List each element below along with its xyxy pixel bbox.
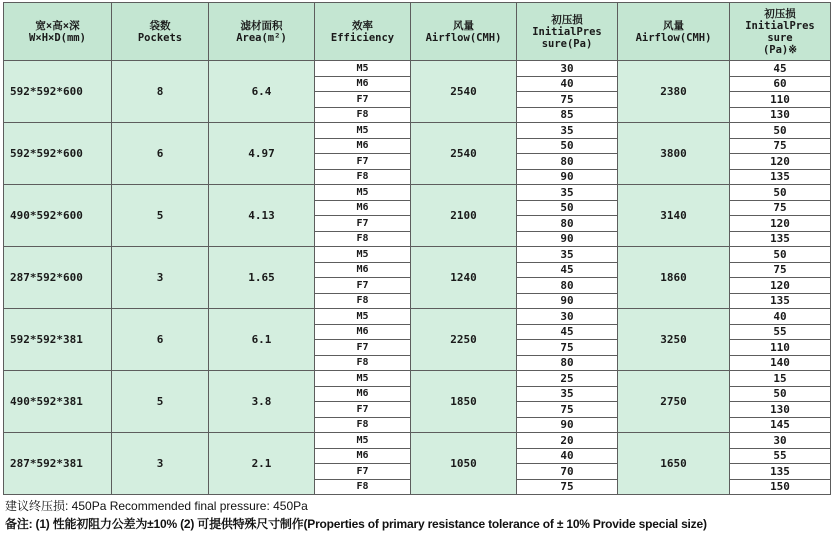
initial-pressure-1-cell: 80 — [517, 355, 618, 371]
area-cell: 4.13 — [209, 185, 315, 247]
initial-pressure-1-cell: 35 — [517, 185, 618, 201]
initial-pressure-2-cell: 75 — [730, 138, 831, 154]
initial-pressure-2-cell: 150 — [730, 479, 831, 495]
efficiency-cell: F7 — [315, 216, 411, 232]
efficiency-cell: M6 — [315, 386, 411, 402]
airflow-2-cell: 2750 — [618, 371, 730, 433]
airflow-2-cell: 3140 — [618, 185, 730, 247]
initial-pressure-2-cell: 50 — [730, 247, 831, 263]
initial-pressure-2-cell: 135 — [730, 169, 831, 185]
efficiency-cell: M5 — [315, 61, 411, 77]
header-size: 宽×高×深 W×H×D(mm) — [4, 3, 112, 61]
area-cell: 6.1 — [209, 309, 315, 371]
pockets-cell: 8 — [112, 61, 209, 123]
table-row — [4, 185, 831, 201]
header-area: 滤材面积 Area(m²) — [209, 3, 315, 61]
airflow-2-cell: 3250 — [618, 309, 730, 371]
efficiency-cell: M5 — [315, 371, 411, 387]
initial-pressure-1-cell: 25 — [517, 371, 618, 387]
initial-pressure-1-cell: 35 — [517, 386, 618, 402]
initial-pressure-2-cell: 110 — [730, 340, 831, 356]
initial-pressure-2-cell: 120 — [730, 154, 831, 170]
initial-pressure-2-cell: 120 — [730, 216, 831, 232]
initial-pressure-1-cell: 85 — [517, 107, 618, 123]
header-efficiency: 效率 Efficiency — [315, 3, 411, 61]
initial-pressure-2-cell: 40 — [730, 309, 831, 325]
initial-pressure-1-cell: 45 — [517, 262, 618, 278]
initial-pressure-2-cell: 55 — [730, 448, 831, 464]
initial-pressure-1-cell: 90 — [517, 293, 618, 309]
efficiency-cell: M5 — [315, 123, 411, 139]
size-cell: 592*592*381 — [4, 309, 112, 371]
initial-pressure-2-cell: 30 — [730, 433, 831, 449]
initial-pressure-1-cell: 35 — [517, 123, 618, 139]
efficiency-cell: F8 — [315, 355, 411, 371]
table-row — [4, 309, 831, 325]
efficiency-cell: M6 — [315, 138, 411, 154]
efficiency-cell: F7 — [315, 340, 411, 356]
airflow-1-cell: 2250 — [411, 309, 517, 371]
initial-pressure-2-cell: 135 — [730, 293, 831, 309]
initial-pressure-1-cell: 75 — [517, 92, 618, 108]
initial-pressure-2-cell: 50 — [730, 386, 831, 402]
airflow-1-cell: 2100 — [411, 185, 517, 247]
initial-pressure-2-cell: 15 — [730, 371, 831, 387]
initial-pressure-1-cell: 80 — [517, 154, 618, 170]
efficiency-cell: M6 — [315, 324, 411, 340]
table-row — [4, 371, 831, 387]
area-cell: 3.8 — [209, 371, 315, 433]
initial-pressure-1-cell: 75 — [517, 402, 618, 418]
pockets-cell: 3 — [112, 433, 209, 495]
initial-pressure-2-cell: 135 — [730, 231, 831, 247]
size-cell: 490*592*600 — [4, 185, 112, 247]
initial-pressure-2-cell: 120 — [730, 278, 831, 294]
efficiency-cell: M6 — [315, 76, 411, 92]
table-row — [4, 123, 831, 139]
efficiency-cell: M6 — [315, 448, 411, 464]
final-pressure-note: 建议终压损: 450Pa Recommended final pressure: 450Pa — [5, 499, 308, 513]
efficiency-cell: M5 — [315, 433, 411, 449]
initial-pressure-1-cell: 50 — [517, 138, 618, 154]
header-airflow-2: 风量 Airflow(CMH) — [618, 3, 730, 61]
airflow-1-cell: 2540 — [411, 61, 517, 123]
size-cell: 287*592*381 — [4, 433, 112, 495]
airflow-1-cell: 1240 — [411, 247, 517, 309]
efficiency-cell: F8 — [315, 479, 411, 495]
area-cell: 1.65 — [209, 247, 315, 309]
initial-pressure-1-cell: 80 — [517, 278, 618, 294]
efficiency-cell: F8 — [315, 231, 411, 247]
efficiency-cell: M6 — [315, 200, 411, 216]
efficiency-cell: M6 — [315, 262, 411, 278]
header-initial-pressure-1: 初压损 InitialPres sure(Pa) — [517, 3, 618, 61]
airflow-1-cell: 2540 — [411, 123, 517, 185]
table-row — [4, 433, 831, 449]
efficiency-cell: F7 — [315, 92, 411, 108]
table-row — [4, 247, 831, 263]
initial-pressure-1-cell: 90 — [517, 231, 618, 247]
size-cell: 287*592*600 — [4, 247, 112, 309]
initial-pressure-2-cell: 45 — [730, 61, 831, 77]
initial-pressure-1-cell: 20 — [517, 433, 618, 449]
initial-pressure-1-cell: 45 — [517, 324, 618, 340]
efficiency-cell: M5 — [315, 309, 411, 325]
initial-pressure-1-cell: 90 — [517, 169, 618, 185]
efficiency-cell: F8 — [315, 293, 411, 309]
pockets-cell: 5 — [112, 185, 209, 247]
airflow-2-cell: 1860 — [618, 247, 730, 309]
pockets-cell: 6 — [112, 309, 209, 371]
initial-pressure-2-cell: 50 — [730, 123, 831, 139]
initial-pressure-2-cell: 110 — [730, 92, 831, 108]
initial-pressure-2-cell: 60 — [730, 76, 831, 92]
initial-pressure-1-cell: 40 — [517, 448, 618, 464]
notes — [5, 497, 830, 533]
pockets-cell: 5 — [112, 371, 209, 433]
remark-note: 备注: (1) 性能初阻力公差为±10% (2) 可提供特殊尺寸制作(Properties of primary resistance tolerance of ± 10% Provide special size) — [5, 517, 707, 531]
size-cell: 592*592*600 — [4, 123, 112, 185]
initial-pressure-2-cell: 140 — [730, 355, 831, 371]
size-cell: 592*592*600 — [4, 61, 112, 123]
initial-pressure-2-cell: 75 — [730, 262, 831, 278]
pockets-cell: 3 — [112, 247, 209, 309]
initial-pressure-1-cell: 30 — [517, 309, 618, 325]
initial-pressure-2-cell: 130 — [730, 402, 831, 418]
header-pockets: 袋数 Pockets — [112, 3, 209, 61]
initial-pressure-1-cell: 75 — [517, 479, 618, 495]
header-initial-pressure-2: 初压损 InitialPres sure (Pa)※ — [730, 3, 831, 61]
area-cell: 6.4 — [209, 61, 315, 123]
initial-pressure-1-cell: 50 — [517, 200, 618, 216]
efficiency-cell: F7 — [315, 154, 411, 170]
table-row — [4, 61, 831, 77]
efficiency-cell: F8 — [315, 417, 411, 433]
filter-spec-table — [3, 2, 831, 495]
airflow-1-cell: 1850 — [411, 371, 517, 433]
initial-pressure-2-cell: 135 — [730, 464, 831, 480]
airflow-2-cell: 1650 — [618, 433, 730, 495]
airflow-2-cell: 2380 — [618, 61, 730, 123]
pockets-cell: 6 — [112, 123, 209, 185]
header-airflow-1: 风量 Airflow(CMH) — [411, 3, 517, 61]
area-cell: 2.1 — [209, 433, 315, 495]
initial-pressure-2-cell: 145 — [730, 417, 831, 433]
size-cell: 490*592*381 — [4, 371, 112, 433]
initial-pressure-1-cell: 30 — [517, 61, 618, 77]
initial-pressure-1-cell: 80 — [517, 216, 618, 232]
initial-pressure-1-cell: 90 — [517, 417, 618, 433]
efficiency-cell: F7 — [315, 278, 411, 294]
header-row — [4, 3, 831, 61]
efficiency-cell: M5 — [315, 247, 411, 263]
initial-pressure-1-cell: 75 — [517, 340, 618, 356]
efficiency-cell: M5 — [315, 185, 411, 201]
airflow-2-cell: 3800 — [618, 123, 730, 185]
initial-pressure-2-cell: 50 — [730, 185, 831, 201]
initial-pressure-1-cell: 35 — [517, 247, 618, 263]
area-cell: 4.97 — [209, 123, 315, 185]
efficiency-cell: F8 — [315, 169, 411, 185]
initial-pressure-2-cell: 130 — [730, 107, 831, 123]
airflow-1-cell: 1050 — [411, 433, 517, 495]
efficiency-cell: F7 — [315, 402, 411, 418]
initial-pressure-2-cell: 75 — [730, 200, 831, 216]
efficiency-cell: F8 — [315, 107, 411, 123]
initial-pressure-1-cell: 40 — [517, 76, 618, 92]
initial-pressure-1-cell: 70 — [517, 464, 618, 480]
efficiency-cell: F7 — [315, 464, 411, 480]
initial-pressure-2-cell: 55 — [730, 324, 831, 340]
